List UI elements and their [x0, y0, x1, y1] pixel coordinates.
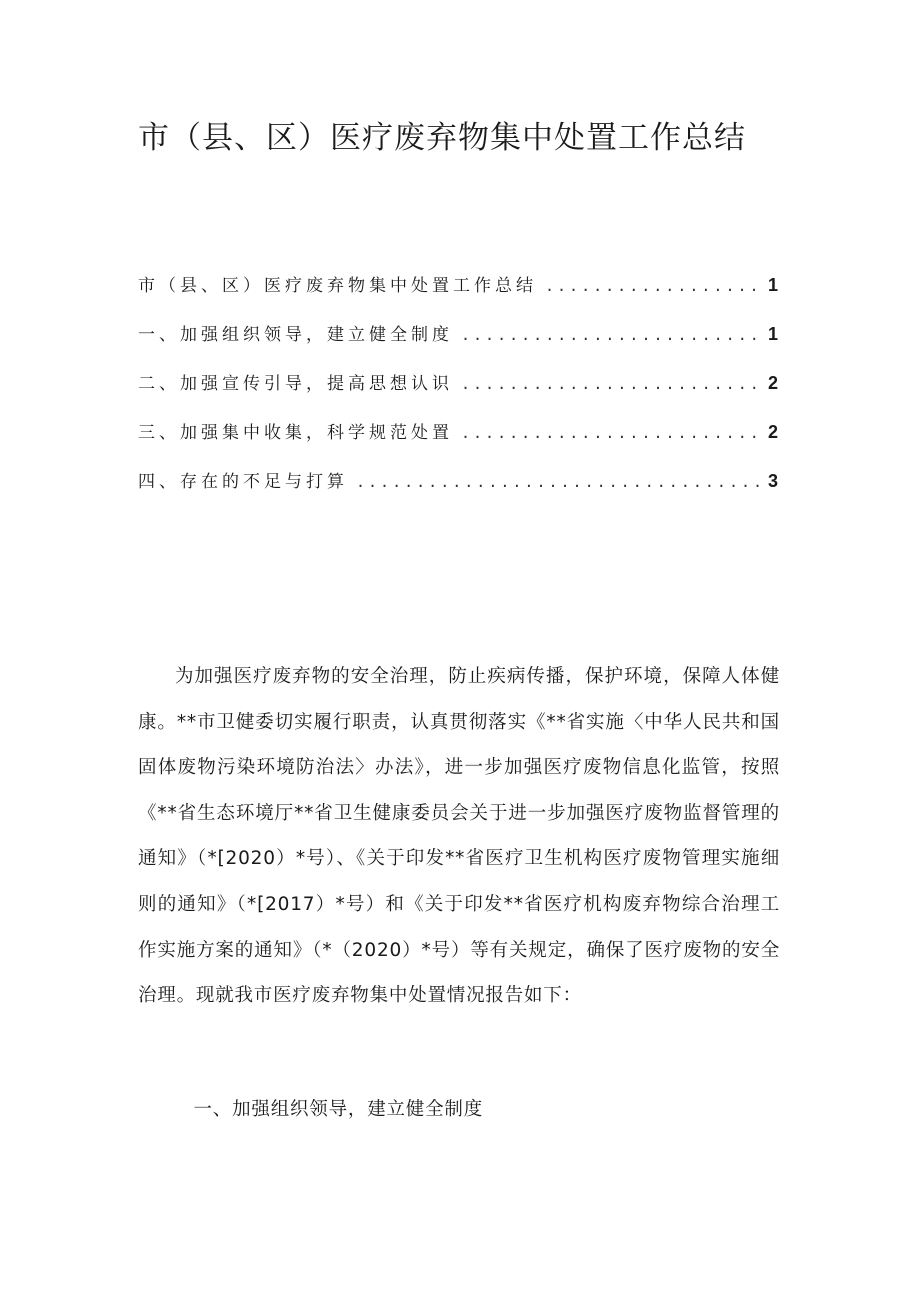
toc-entry-text: 二、加强宣传引导，提高思想认识: [138, 374, 453, 394]
toc-dot-leader: [461, 414, 760, 452]
toc-dot-leader: [356, 463, 760, 501]
table-of-contents: [138, 266, 778, 511]
toc-entry-text: 四、存在的不足与打算: [138, 472, 348, 492]
toc-page-number: 1: [767, 275, 778, 295]
toc-entry[interactable]: [138, 364, 778, 413]
toc-page-number: 3: [767, 471, 778, 491]
toc-entry[interactable]: [138, 266, 778, 315]
toc-entry[interactable]: [138, 462, 778, 511]
toc-page-number: 1: [767, 324, 778, 344]
toc-entry-text: 一、加强组织领导，建立健全制度: [138, 325, 453, 345]
toc-entry[interactable]: [138, 315, 778, 364]
section-heading: 一、加强组织领导，建立健全制度: [193, 1099, 484, 1120]
toc-dot-leader: [545, 267, 760, 305]
toc-page-number: 2: [767, 373, 778, 393]
toc-dot-leader: [461, 365, 760, 403]
toc-entry-text: 市（县、区）医疗废弃物集中处置工作总结: [138, 276, 537, 296]
toc-dot-leader: [461, 316, 760, 354]
intro-paragraph: 为加强医疗废弃物的安全治理，防止疾病传播，保护环境，保障人体健康。**市卫健委切实履行职责，认真贯彻落实《**省实施〈中华人民共和国固体废物污染环境防治法〉办法》，进一步加强医疗废物信息化监管，按照《**省生态环境厅**省卫生健康委员会关于进一步加强医疗废物监督管理的通知》（*[2020）*号）、《关于印发**省医疗卫生机构医疗废物管理实施细则的通知》（*[2017）*号）和《关于印发**省医疗机构废弃物综合治理工作实施方案的通知》（*（2020）*号）等有关规定，确保了医疗废物的安全治理。现就我市医疗废弃物集中处置情况报告如下：: [138, 666, 780, 1007]
toc-entry-text: 三、加强集中收集，科学规范处置: [138, 423, 453, 443]
toc-entry[interactable]: [138, 413, 778, 462]
document-title: 市（县、区）医疗废弃物集中处置工作总结: [138, 120, 746, 156]
toc-page-number: 2: [767, 422, 778, 442]
